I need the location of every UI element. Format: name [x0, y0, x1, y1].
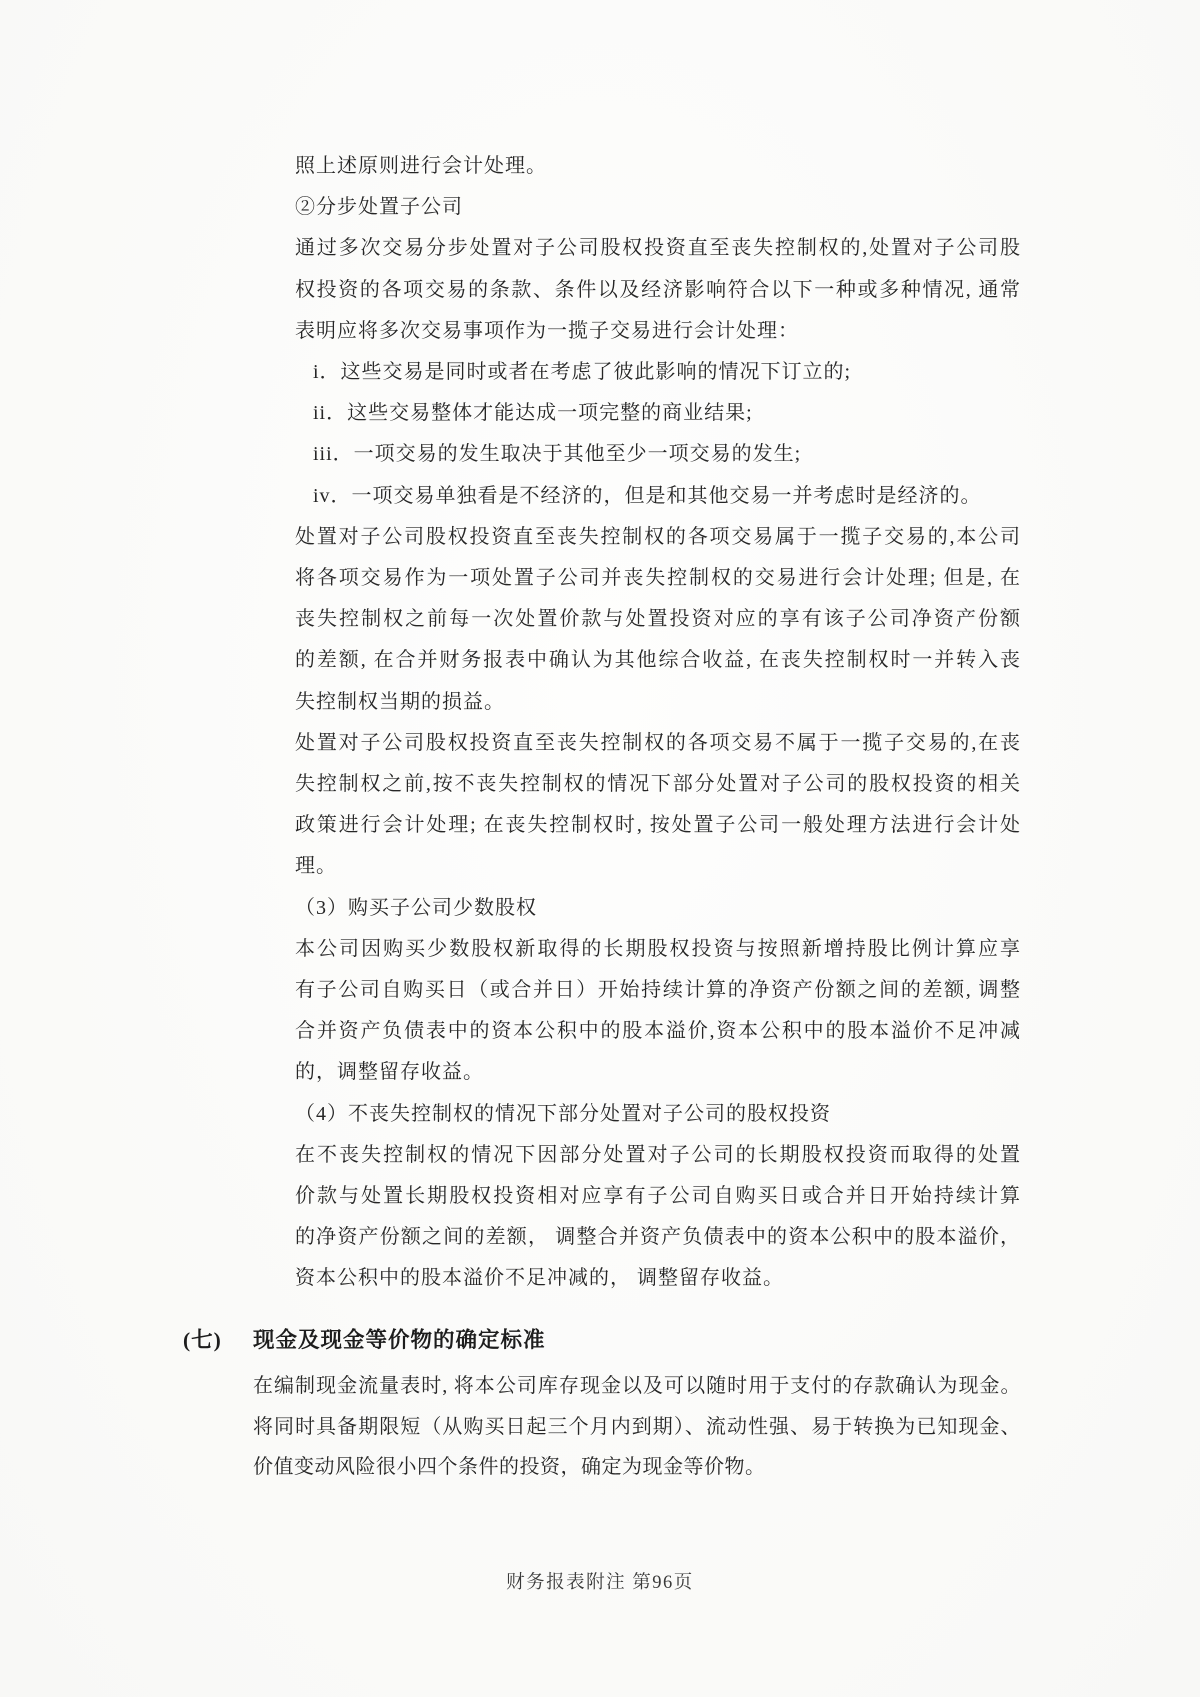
section-number: (七) [183, 1328, 222, 1352]
list-item: iv．一项交易单独看是不经济的，但是和其他交易一并考虑时是经济的。 [313, 484, 982, 507]
text-line: 表明应将多次交易事项作为一揽子交易进行会计处理： [295, 319, 799, 342]
text-line: 资本公积中的股本溢价不足冲减的， 调整留存收益。 [295, 1267, 784, 1290]
text-line: 处置对子公司股权投资直至丧失控制权的各项交易不属于一揽子交易的,在丧 [295, 731, 1021, 754]
text-line: 政策进行会计处理; 在丧失控制权时, 按处置子公司一般处理方法进行会计处 [295, 814, 1021, 837]
text-line: 将同时具备期限短（从购买日起三个月内到期）、流动性强、易于转换为已知现金、 [253, 1415, 1021, 1438]
text-line: 价值变动风险很小四个条件的投资，确定为现金等价物。 [253, 1456, 766, 1479]
text-line: 失控制权当期的损益。 [295, 690, 505, 713]
text-line: 理。 [295, 855, 337, 878]
text-line: 价款与处置长期股权投资相对应享有子公司自购买日或合并日开始持续计算 [295, 1185, 1021, 1208]
subitem-heading: （4）不丧失控制权的情况下部分处置对子公司的股权投资 [295, 1102, 831, 1125]
text-line: 失控制权之前,按不丧失控制权的情况下部分处置对子公司的股权投资的相关 [295, 773, 1021, 796]
section-body [253, 1366, 1021, 1488]
list-item: ii．这些交易整体才能达成一项完整的商业结果; [313, 402, 753, 425]
text-line: 的差额, 在合并财务报表中确认为其他综合收益, 在丧失控制权时一并转入丧 [295, 649, 1021, 672]
text-line: 照上述原则进行会计处理。 [295, 155, 547, 177]
list-item: i．这些交易是同时或者在考虑了彼此影响的情况下订立的; [313, 361, 852, 384]
text-line: 将各项交易作为一项处置子公司并丧失控制权的交易进行会计处理; 但是, 在 [295, 567, 1021, 590]
text-line: 有子公司自购买日（或合并日）开始持续计算的净资产份额之间的差额, 调整 [295, 979, 1021, 1002]
text-line: 的净资产份额之间的差额， 调整合并资产负债表中的资本公积中的股本溢价， [295, 1226, 1021, 1249]
text-line: 在不丧失控制权的情况下因部分处置对子公司的长期股权投资而取得的处置 [295, 1143, 1021, 1166]
text-line: 的，调整留存收益。 [295, 1061, 484, 1084]
page-footer: 财务报表附注 第96页 [506, 1573, 694, 1593]
text-line: 丧失控制权之前每一次处置价款与处置投资对应的享有该子公司净资产份额 [295, 608, 1021, 631]
text-line: 本公司因购买少数股权新取得的长期股权投资与按照新增持股比例计算应享 [295, 937, 1021, 960]
text-line: 合并资产负债表中的资本公积中的股本溢价,资本公积中的股本溢价不足冲减 [295, 1020, 1021, 1043]
subitem-heading: （3）购买子公司少数股权 [295, 896, 537, 919]
text-line: ②分步处置子公司 [295, 196, 463, 219]
text-line: 处置对子公司股权投资直至丧失控制权的各项交易属于一揽子交易的,本公司 [295, 525, 1021, 548]
list-item: iii．一项交易的发生取决于其他至少一项交易的发生; [313, 443, 802, 466]
text-line: 在编制现金流量表时, 将本公司库存现金以及可以随时用于支付的存款确认为现金。 [253, 1375, 1021, 1397]
paragraph-block [295, 146, 1021, 1300]
text-line: 权投资的各项交易的条款、条件以及经济影响符合以下一种或多种情况, 通常 [295, 278, 1021, 301]
section-heading [183, 1326, 1021, 1354]
text-line: 通过多次交易分步处置对子公司股权投资直至丧失控制权的,处置对子公司股 [295, 237, 1021, 260]
section-7 [183, 1326, 1021, 1488]
section-title: 现金及现金等价物的确定标准 [253, 1328, 546, 1352]
